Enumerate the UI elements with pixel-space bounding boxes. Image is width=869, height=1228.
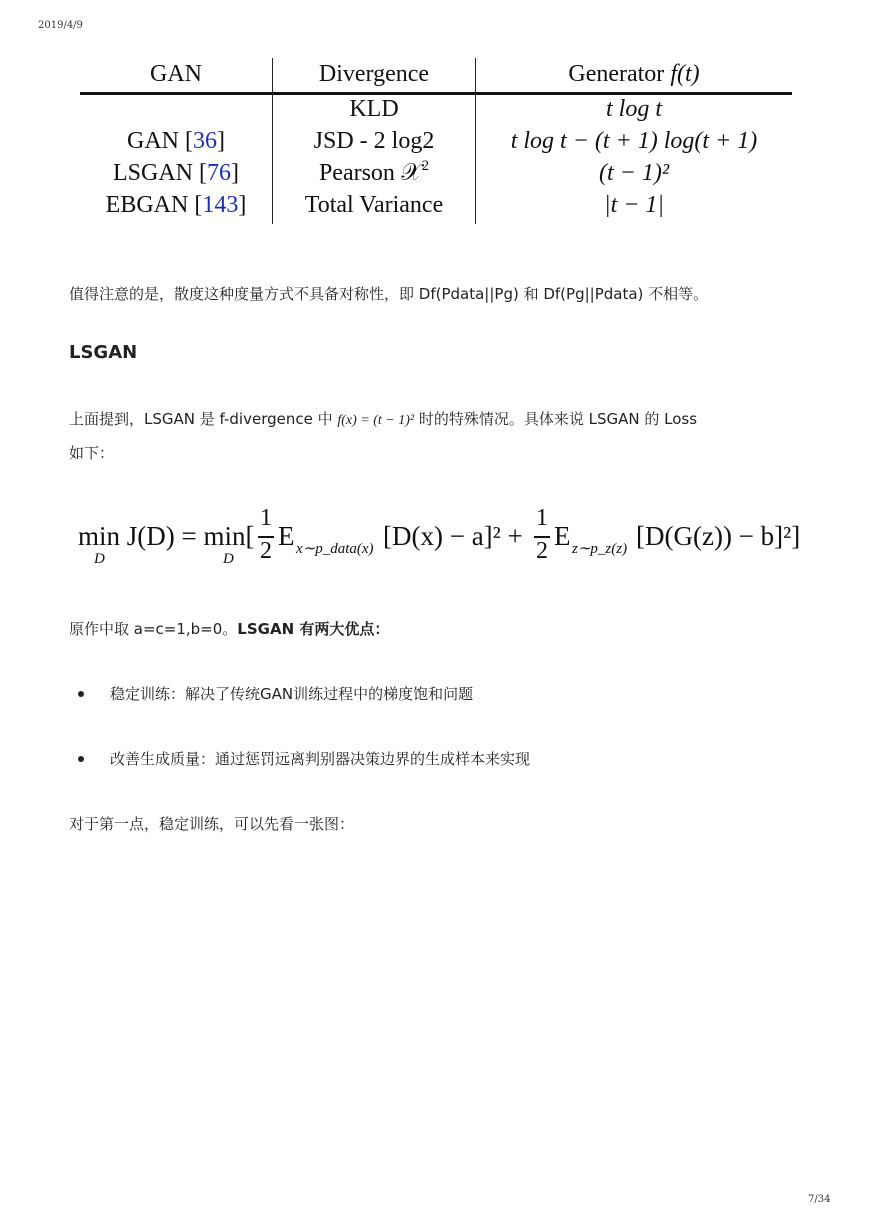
fraction-half: 1 2 — [536, 505, 548, 564]
print-date: 2019/4/9 — [38, 20, 83, 31]
paragraph-settings: 原作中取 a=c=1,b=0。LSGAN 有两大优点： — [69, 620, 390, 638]
divergence-cell: Pearson 𝒳$^2$ — [318, 158, 430, 186]
expectation-subscript: z∼p_z(z) — [572, 541, 628, 557]
paragraph-asymmetry: 值得注意的是，散度这种度量方式不具备对称性，即 Df(Pdata||Pg) 和 Df(Pg||Pdata) 不相等。 — [69, 285, 709, 303]
page-number: 7/34 — [808, 1194, 831, 1205]
inline-math: f(x) = (t − 1)² — [337, 413, 415, 428]
expectation-subscript: x∼p_data(x) — [296, 541, 374, 557]
gan-cell: GAN [36] — [127, 128, 225, 154]
citation-link[interactable]: 36 — [193, 128, 217, 154]
citation-link[interactable]: 143 — [202, 192, 239, 218]
bullet-dot — [78, 691, 84, 697]
equation-lhs: min J(D) = min[ — [78, 521, 255, 551]
generator-cell: (t − 1)² — [598, 160, 670, 186]
equation-term: [D(G(z)) − b]²] — [636, 521, 801, 551]
section-title: LSGAN — [69, 342, 138, 363]
equation-term: [D(x) − a]² + — [383, 521, 523, 551]
header-gan: GAN — [150, 61, 202, 87]
expectation-symbol: E — [278, 521, 295, 551]
divergence-table — [80, 58, 792, 224]
header-generator: Generator f(t) — [568, 61, 700, 87]
gan-cell: EBGAN [143] — [105, 192, 247, 218]
header-divergence: Divergence — [318, 61, 430, 87]
citation-link[interactable]: 76 — [207, 160, 231, 186]
bullet-dot — [78, 756, 84, 762]
paragraph-lsgan-intro-line2: 如下： — [69, 444, 115, 462]
generator-cell: t log t — [605, 96, 662, 122]
divergence-cell: JSD - 2 log2 — [313, 128, 435, 154]
generator-cell: t log t − (t + 1) log(t + 1) — [510, 128, 758, 154]
lsgan-loss-equation — [74, 503, 799, 573]
divergence-cell: KLD — [349, 96, 399, 122]
gan-cell: LSGAN [76] — [113, 160, 239, 186]
divergence-cell: Total Variance — [304, 192, 444, 218]
paragraph-first-point: 对于第一点，稳定训练，可以先看一张图： — [69, 815, 355, 833]
list-item: 稳定训练：解决了传统GAN训练过程中的梯度饱和问题 — [110, 685, 474, 703]
paragraph-lsgan-intro: 上面提到，LSGAN 是 f-divergence 中 f(x) = (t − 1)² 时的特殊情况。具体来说 LSGAN 的 Loss — [69, 410, 698, 428]
generator-cell: |t − 1| — [603, 192, 665, 218]
min-subscript: D — [94, 551, 105, 567]
min-subscript: D — [223, 551, 234, 567]
list-item: 改善生成质量：通过惩罚远离判别器决策边界的生成样本来实现 — [110, 750, 531, 768]
expectation-symbol: E — [554, 521, 571, 551]
fraction-half: 1 2 — [260, 505, 272, 564]
